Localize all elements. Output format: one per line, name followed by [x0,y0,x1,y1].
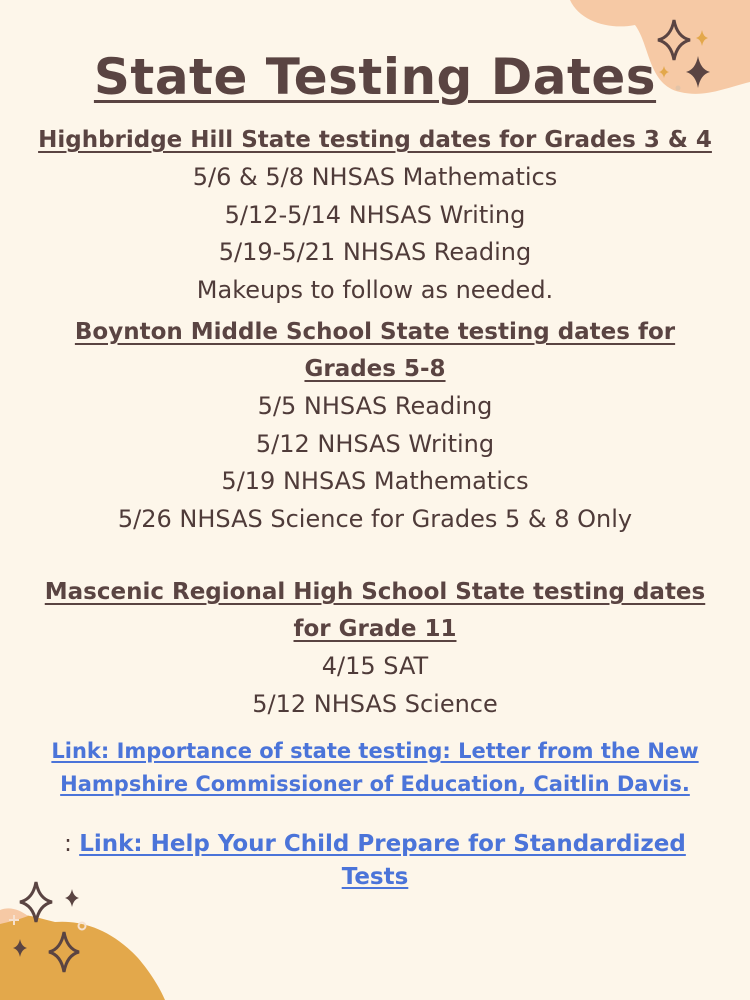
page-title: State Testing Dates [93,48,657,106]
schedule-line: 5/12 NHSAS Writing [255,429,495,458]
letter-link-line2: Hampshire Commissioner of Education, Caitlin Davis. [60,772,690,796]
letter-link-block [30,735,720,801]
letter-link[interactable] [51,739,698,796]
section-mascenic [30,574,720,723]
schedule-line: 5/6 & 5/8 NHSAS Mathematics [192,163,558,191]
schedule-line: 5/26 NHSAS Science for Grades 5 & 8 Only [117,504,633,533]
section-boynton [30,314,720,538]
schedule-line: 5/19 NHSAS Mathematics [221,467,529,495]
bottom-left-decoration [0,880,200,1000]
letter-link-line1: Link: Importance of state testing: Letter from the New [51,739,699,763]
section-heading: Highbridge Hill State testing dates for Grades 3 & 4 [38,127,712,153]
prepare-link-row [30,828,720,894]
schedule-line: 4/15 SAT [321,652,429,680]
link-prefix: : [64,831,72,857]
section-highbridge [30,122,720,309]
section-heading-line2: Grades 5-8 [304,356,446,382]
section-heading-line1: Boynton Middle School State testing dates for [74,319,676,345]
prepare-link[interactable]: Link: Help Your Child Prepare for Standardized Tests [79,831,686,890]
schedule-line: 5/19-5/21 NHSAS Reading [218,238,532,266]
schedule-line: 5/12-5/14 NHSAS Writing [224,200,526,229]
section-heading-line1: Mascenic Regional High School State testing dates [44,579,706,605]
schedule-line: 5/12 NHSAS Science [252,689,498,718]
schedule-line: 5/5 NHSAS Reading [257,392,493,420]
section-heading-line2: for Grade 11 [293,616,457,642]
schedule-line: Makeups to follow as needed. [196,275,554,304]
gold-blob-shape [0,915,165,1000]
